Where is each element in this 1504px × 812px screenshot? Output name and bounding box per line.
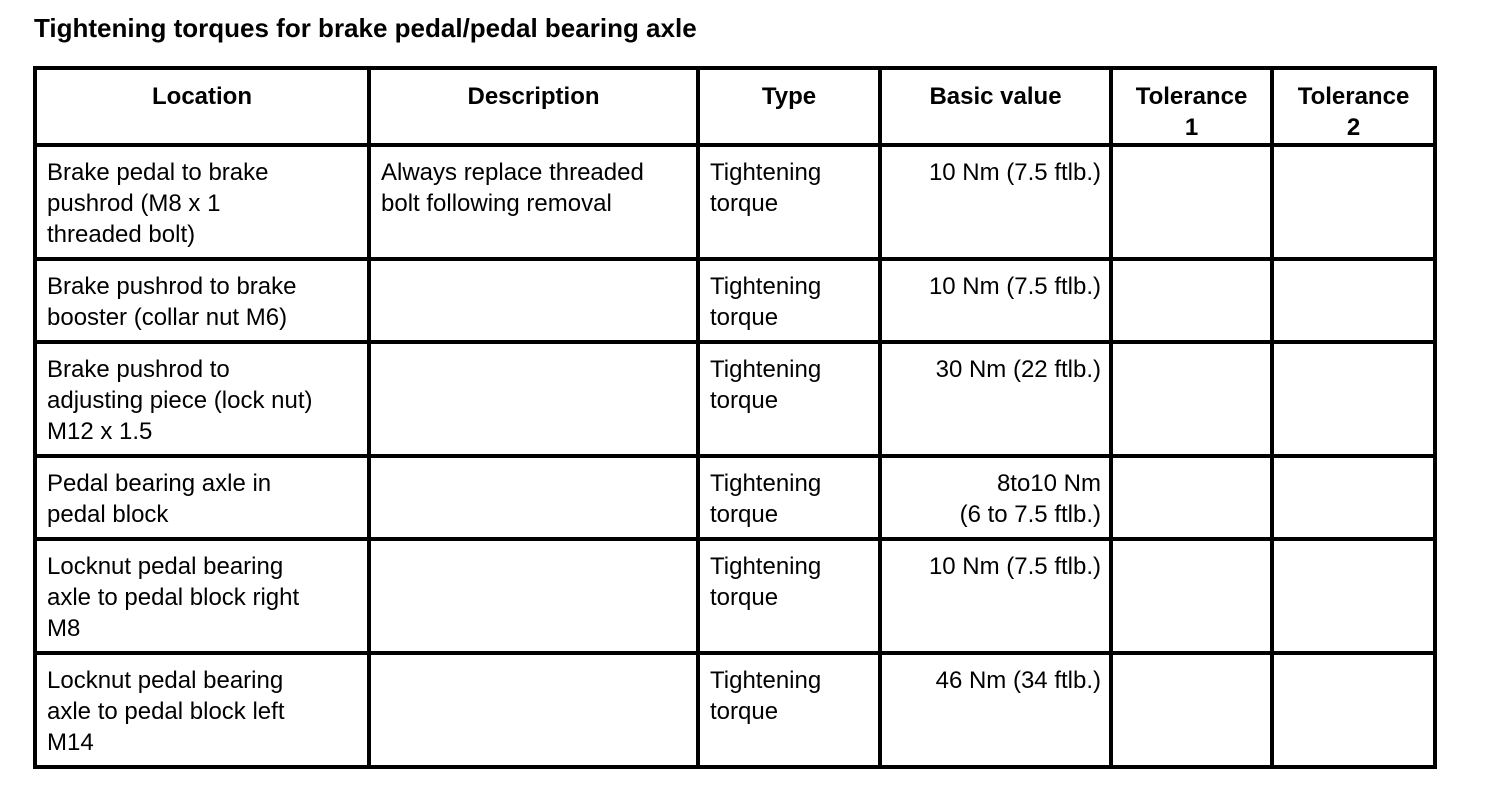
cell-line: Tightening [710, 159, 822, 186]
cell-line: M12 x 1.5 [47, 418, 153, 445]
cell-type [698, 539, 880, 653]
cell-type [698, 342, 880, 456]
tolerance-1-label: Tolerance [1135, 83, 1248, 110]
cell-line: torque [710, 190, 779, 217]
table-row [35, 456, 1435, 539]
cell-description [369, 653, 698, 767]
cell-line: Tightening [710, 356, 822, 383]
cell-line: Always replace threaded [381, 159, 644, 186]
cell-line: Brake pushrod to [47, 356, 230, 383]
table-row [35, 342, 1435, 456]
cell-description [369, 145, 698, 259]
cell-tolerance-1 [1111, 145, 1272, 259]
column-header-tolerance-1 [1111, 68, 1272, 145]
cell-type [698, 145, 880, 259]
cell-line: 10 Nm (7.5 ftlb.) [928, 273, 1101, 300]
cell-type [698, 653, 880, 767]
cell-line: Tightening [710, 470, 822, 497]
torque-table [33, 66, 1437, 769]
cell-line: torque [710, 501, 779, 528]
cell-location [35, 653, 369, 767]
cell-line: torque [710, 304, 779, 331]
cell-type [698, 259, 880, 342]
cell-line: 46 Nm (34 ftlb.) [935, 667, 1101, 694]
cell-line: pedal block [47, 501, 169, 528]
table-row [35, 259, 1435, 342]
cell-line: 10 Nm (7.5 ftlb.) [928, 159, 1101, 186]
cell-line: 8to10 Nm [996, 470, 1101, 497]
cell-line: 30 Nm (22 ftlb.) [935, 356, 1101, 383]
cell-tolerance-1 [1111, 342, 1272, 456]
cell-location [35, 259, 369, 342]
cell-line: Pedal bearing axle in [47, 470, 272, 497]
cell-basic-value [880, 456, 1111, 539]
table-header-row [35, 68, 1435, 145]
cell-line: threaded bolt) [47, 221, 196, 248]
cell-line: Brake pushrod to brake [47, 273, 297, 300]
tolerance-2-label: Tolerance [1297, 83, 1410, 110]
cell-line: Brake pedal to brake [47, 159, 269, 186]
cell-location [35, 342, 369, 456]
column-header-location: Location [35, 68, 369, 145]
cell-basic-value [880, 259, 1111, 342]
page-title: Tightening torques for brake pedal/pedal bearing axle [34, 13, 697, 43]
table-row [35, 145, 1435, 259]
column-header-description: Description [369, 68, 698, 145]
tolerance-2-number: 2 [1346, 114, 1361, 141]
cell-line: M8 [47, 615, 81, 642]
cell-tolerance-1 [1111, 653, 1272, 767]
cell-description [369, 456, 698, 539]
cell-location [35, 145, 369, 259]
cell-line: Tightening [710, 553, 822, 580]
cell-tolerance-2 [1272, 539, 1435, 653]
table-row [35, 653, 1435, 767]
cell-location [35, 539, 369, 653]
cell-line: axle to pedal block left [47, 698, 285, 725]
cell-line: torque [710, 387, 779, 414]
cell-line: Locknut pedal bearing [47, 553, 284, 580]
cell-tolerance-1 [1111, 456, 1272, 539]
column-header-tolerance-2 [1272, 68, 1435, 145]
cell-line: Locknut pedal bearing [47, 667, 284, 694]
cell-line: torque [710, 698, 779, 725]
cell-description [369, 342, 698, 456]
cell-basic-value [880, 145, 1111, 259]
tolerance-1-number: 1 [1184, 114, 1199, 141]
cell-line: Tightening [710, 667, 822, 694]
table-row [35, 539, 1435, 653]
cell-basic-value [880, 539, 1111, 653]
column-header-basic-value: Basic value [880, 68, 1111, 145]
cell-line: adjusting piece (lock nut) [47, 387, 313, 414]
cell-type [698, 456, 880, 539]
cell-tolerance-1 [1111, 259, 1272, 342]
cell-tolerance-2 [1272, 456, 1435, 539]
column-header-type: Type [698, 68, 880, 145]
cell-line: axle to pedal block right [47, 584, 300, 611]
cell-line: (6 to 7.5 ftlb.) [959, 501, 1101, 528]
cell-line: 10 Nm (7.5 ftlb.) [928, 553, 1101, 580]
cell-description [369, 259, 698, 342]
cell-tolerance-2 [1272, 342, 1435, 456]
cell-line: pushrod (M8 x 1 [47, 190, 221, 217]
cell-basic-value [880, 653, 1111, 767]
cell-basic-value [880, 342, 1111, 456]
cell-description [369, 539, 698, 653]
cell-tolerance-2 [1272, 145, 1435, 259]
cell-line: Tightening [710, 273, 822, 300]
cell-line: torque [710, 584, 779, 611]
cell-location [35, 456, 369, 539]
cell-line: M14 [47, 729, 94, 756]
cell-tolerance-2 [1272, 653, 1435, 767]
cell-tolerance-1 [1111, 539, 1272, 653]
cell-tolerance-2 [1272, 259, 1435, 342]
cell-line: bolt following removal [381, 190, 612, 217]
cell-line: booster (collar nut M6) [47, 304, 288, 331]
